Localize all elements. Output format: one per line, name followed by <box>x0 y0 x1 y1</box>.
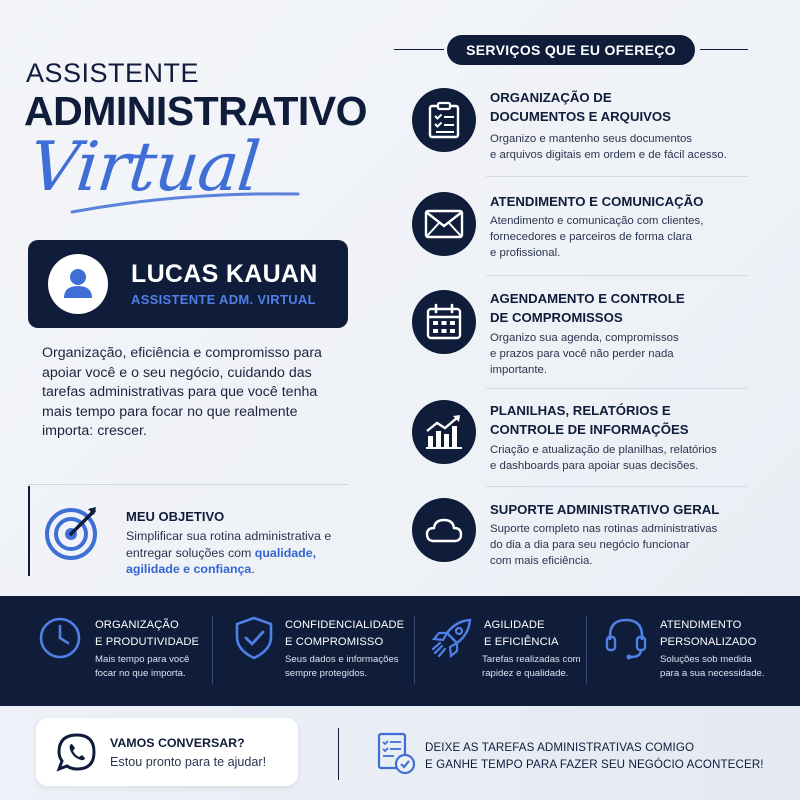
header-line-right <box>700 49 748 50</box>
feature-title: AGILIDADE E EFICIÊNCIA <box>484 619 559 648</box>
target-icon <box>44 503 102 561</box>
bottom-separator <box>338 728 339 780</box>
clock-icon <box>38 616 82 660</box>
avatar <box>48 254 108 314</box>
hero-title-line2: ADMINISTRATIVO <box>24 88 368 134</box>
feature-title: ORGANIZAÇÃO E PRODUTIVIDADE <box>95 619 200 648</box>
contact-button[interactable] <box>36 718 298 786</box>
headset-icon <box>604 616 648 662</box>
service-title-reports: PLANILHAS, RELATÓRIOS E CONTROLE DE INFORMAÇÕES <box>490 403 689 437</box>
service-title-calendar: AGENDAMENTO E CONTROLE DE COMPROMISSOS <box>490 291 685 325</box>
goal-accent-bar <box>28 486 30 576</box>
calendar-icon <box>425 303 463 341</box>
service-icon-calendar <box>412 290 476 354</box>
user-icon <box>48 254 108 314</box>
whatsapp-icon <box>56 732 98 774</box>
service-icon-documents <box>412 88 476 152</box>
feature-personalized <box>586 596 800 706</box>
feature-desc: Soluções sob medida para a sua necessidade. <box>660 654 765 679</box>
feature-title: CONFIDENCIALIDADE E COMPROMISSO <box>285 619 405 648</box>
envelope-icon <box>424 209 464 239</box>
service-separator <box>486 176 748 177</box>
service-separator <box>486 486 748 487</box>
clipboard-icon <box>427 101 461 139</box>
service-title-support: SUPORTE ADMINISTRATIVO GERAL <box>490 502 720 517</box>
profile-name: LUCAS KAUAN <box>131 260 318 288</box>
header-line-left <box>394 49 444 50</box>
feature-desc: Mais tempo para você focar no que importa. <box>95 654 190 679</box>
divider <box>28 484 348 485</box>
feature-desc: Seus dados e informações sempre protegidos. <box>285 654 399 679</box>
feature-title: ATENDIMENTO PERSONALIZADO <box>660 619 757 648</box>
feature-confidentiality <box>212 596 412 706</box>
swoosh-decoration <box>70 186 300 216</box>
rocket-icon <box>430 616 474 660</box>
goal-title: MEU OBJETIVO <box>126 509 225 524</box>
service-title-documents: ORGANIZAÇÃO DE DOCUMENTOS E ARQUIVOS <box>490 90 671 124</box>
footer-message: DEIXE AS TAREFAS ADMINISTRATIVAS COMIGO E GANHE TEMPO PARA FAZER SEU NEGÓCIO ACONTECER! <box>425 741 764 771</box>
service-icon-communication <box>412 192 476 256</box>
services-header: SERVIÇOS QUE EU OFEREÇO <box>447 35 695 65</box>
service-desc-calendar: Organizo sua agenda, compromissos e prazos para você não perder nada importante. <box>490 332 679 376</box>
goal-highlight: qualidade, agilidade e confiança <box>126 545 317 576</box>
chart-icon <box>424 414 464 450</box>
goal-text: Simplificar sua rotina administrativa e entregar soluções com qualidade, agilidade e confiança. <box>126 529 332 576</box>
service-desc-reports: Criação e atualização de planilhas, relatórios e dashboards para apoiar suas decisões. <box>490 444 717 472</box>
feature-desc: Tarefas realizadas com rapidez e qualidade. <box>482 654 581 679</box>
feature-productivity <box>0 596 200 706</box>
contact-title: VAMOS CONVERSAR? <box>110 736 245 750</box>
service-desc-communication: Atendimento e comunicação com clientes, fornecedores e parceiros de forma clara e profissional. <box>490 215 704 259</box>
profile-card <box>28 240 348 328</box>
contact-subtitle: Estou pronto para te ajudar! <box>110 755 267 769</box>
service-icon-reports <box>412 400 476 464</box>
features-band <box>0 596 800 706</box>
service-title-communication: ATENDIMENTO E COMUNICAÇÃO <box>490 194 704 209</box>
intro-text: Organização, eficiência e compromisso para apoiar você e o seu negócio, cuidando das tarefas administrativas para que você tenha mais tempo para focar no que realmente importa: crescer. <box>42 345 322 439</box>
service-separator <box>486 388 748 389</box>
shield-check-icon <box>234 616 274 660</box>
service-separator <box>486 275 748 276</box>
service-icon-support <box>412 498 476 562</box>
cloud-icon <box>424 516 464 544</box>
checklist-icon <box>376 731 416 775</box>
profile-role: ASSISTENTE ADM. VIRTUAL <box>131 292 316 307</box>
service-desc-documents: Organizo e mantenho seus documentos e arquivos digitais em ordem e de fácil acesso. <box>490 133 727 161</box>
service-desc-support: Suporte completo nas rotinas administrativas do dia a dia para seu negócio funcionar com mais eficiência. <box>490 523 718 567</box>
feature-agility <box>414 596 586 706</box>
hero-title-script: Virtual <box>25 128 263 207</box>
hero-title-line1: ASSISTENTE <box>26 58 200 88</box>
